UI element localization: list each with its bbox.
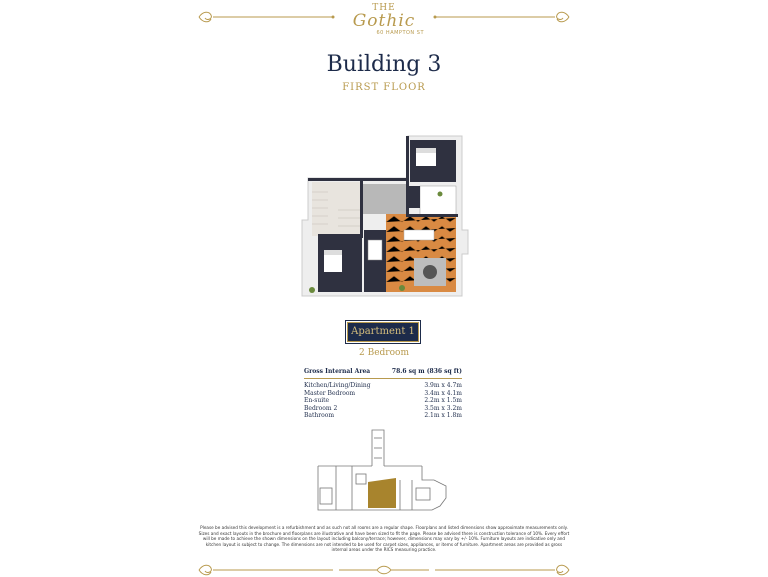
room-dimensions: 2.1m x 1.8m: [424, 412, 462, 419]
bottom-left-flourish-ornament: [195, 563, 337, 577]
gross-area-label: Gross Internal Area: [304, 368, 371, 375]
gross-internal-area-row: [304, 368, 462, 379]
logo-line-3: 60 HAMPTON ST: [376, 30, 424, 36]
right-flourish-ornament: [431, 10, 573, 24]
legal-disclaimer: Please be advised this development is a refurbishment and as such not all rooms are a regular shape. Floorplans and listed dimensions show approximate measurements only. Sizes and exact layouts in the brochure and floorplans are illustrative and have been sized to fit the page. Please be advised there is construction tolerance of 10%. Every effort will be made to achieve the shown dimensions on the layout including balcony/terrace; however, dimensions may vary by +/- 10%. Furniture layouts are indicative only and kitchen layout is subject to change. The dimensions are not intended to be used for carpet sizes, appliances, or items of furniture. Apartment areas are provided as gross internal areas under the RICS measuring practice.: [198, 525, 570, 553]
room-name: En-suite: [304, 397, 330, 404]
logo-line-1: THE: [372, 3, 396, 13]
floor-plan-image: [298, 130, 470, 302]
page-title: Building 3: [326, 52, 442, 77]
left-flourish-ornament: [195, 10, 337, 24]
area-schedule: [304, 368, 462, 420]
floor-subtitle: FIRST FLOOR: [342, 82, 426, 93]
bedroom-count: 2 Bedroom: [359, 348, 409, 358]
room-name: Master Bedroom: [304, 389, 356, 397]
room-row: [304, 397, 462, 405]
room-dimensions: 3.5m x 3.2m: [424, 404, 462, 412]
room-name: Bathroom: [304, 412, 335, 419]
bottom-center-ornament: [337, 563, 431, 577]
key-plan-image: [312, 428, 456, 514]
the-gothic-logo: [338, 4, 430, 40]
room-name: Kitchen/Living/Dining: [304, 382, 371, 389]
room-dimensions: 3.9m x 4.7m: [424, 382, 462, 389]
room-row: [304, 382, 462, 390]
room-row: [304, 405, 462, 413]
room-name: Bedroom 2: [304, 404, 338, 412]
logo-line-2: Gothic: [352, 11, 416, 31]
bottom-right-flourish-ornament: [431, 563, 573, 577]
room-row: [304, 412, 462, 420]
room-dimensions: 3.4m x 4.1m: [424, 389, 462, 397]
room-row: [304, 390, 462, 398]
room-dimensions: 2.2m x 1.5m: [424, 397, 462, 404]
gross-area-value: 78.6 sq m (836 sq ft): [391, 368, 462, 375]
apartment-label-badge: Apartment 1: [347, 322, 419, 342]
